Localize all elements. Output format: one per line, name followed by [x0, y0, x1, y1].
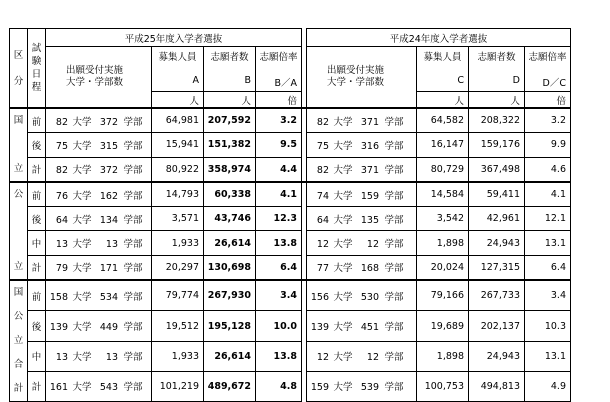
bairitsu-cell: 3.2 [525, 108, 571, 133]
header-year-h24: 平成24年度入学者選抜 [307, 29, 571, 47]
table-row [10, 207, 571, 231]
bairitsu-cell: 4.1 [525, 182, 571, 207]
shigan-cell: 127,315 [469, 255, 525, 280]
bairitsu-cell: 9.9 [525, 133, 571, 157]
shigan-cell: 195,128 [204, 311, 256, 341]
bairitsu-cell: 12.3 [256, 207, 302, 231]
header-bairitsu-h25: 志願倍率 B／A [256, 47, 302, 92]
shigan-cell: 202,137 [469, 311, 525, 341]
institutions-cell: 79 大学 171 学部 [46, 255, 152, 280]
schedule-label: 前 [28, 280, 46, 311]
boshu-cell: 14,584 [417, 182, 469, 207]
shigan-cell: 208,322 [469, 108, 525, 133]
institutions-cell: 158 大学 534 学部 [46, 280, 152, 311]
unit-bairitsu-h24: 倍 [525, 92, 571, 109]
table-row [10, 157, 571, 182]
boshu-cell: 1,933 [152, 231, 204, 255]
boshu-cell: 64,981 [152, 108, 204, 133]
shigan-cell: 42,961 [469, 207, 525, 231]
header-institutions-h24: 出願受付実施 大学・学部数 [307, 47, 417, 109]
shigan-cell: 24,943 [469, 231, 525, 255]
bairitsu-cell: 6.4 [256, 255, 302, 280]
shigan-cell: 358,974 [204, 157, 256, 182]
shigan-cell: 159,176 [469, 133, 525, 157]
bairitsu-cell: 10.0 [256, 311, 302, 341]
institutions-cell: 74 大学 159 学部 [307, 182, 417, 207]
bairitsu-cell: 3.2 [256, 108, 302, 133]
category-label: 国 公 立 合 計 [10, 280, 28, 402]
bairitsu-cell: 13.8 [256, 231, 302, 255]
header-shigan-h25: 志願者数 B [204, 47, 256, 92]
unit-shigan-h24: 人 [469, 92, 525, 109]
shigan-cell: 26,614 [204, 231, 256, 255]
boshu-cell: 14,793 [152, 182, 204, 207]
bairitsu-cell: 4.6 [525, 157, 571, 182]
institutions-cell: 139 大学 451 学部 [307, 311, 417, 341]
bairitsu-cell: 9.5 [256, 133, 302, 157]
bairitsu-cell: 10.3 [525, 311, 571, 341]
shigan-cell: 207,592 [204, 108, 256, 133]
institutions-cell: 82 大学 372 学部 [46, 157, 152, 182]
bairitsu-cell: 13.1 [525, 341, 571, 371]
table-row [10, 371, 571, 401]
schedule-label: 計 [28, 255, 46, 280]
boshu-cell: 79,166 [417, 280, 469, 311]
table-row [10, 311, 571, 341]
schedule-label: 後 [28, 207, 46, 231]
institutions-cell: 12 大学 12 学部 [307, 341, 417, 371]
header-bairitsu-h24: 志願倍率 D／C [525, 47, 571, 92]
schedule-label: 計 [28, 371, 46, 401]
institutions-cell: 159 大学 539 学部 [307, 371, 417, 401]
boshu-cell: 3,542 [417, 207, 469, 231]
shigan-cell: 130,698 [204, 255, 256, 280]
boshu-cell: 16,147 [417, 133, 469, 157]
boshu-cell: 1,898 [417, 231, 469, 255]
table-row [10, 255, 571, 280]
table-row [10, 182, 571, 207]
shigan-cell: 151,382 [204, 133, 256, 157]
shigan-cell: 43,746 [204, 207, 256, 231]
table-row [10, 341, 571, 371]
boshu-cell: 80,729 [417, 157, 469, 182]
category-label: 公 立 [10, 182, 28, 280]
bairitsu-cell: 3.4 [525, 280, 571, 311]
header-shiken-nittei: 試 験 日 程 [28, 29, 46, 109]
schedule-label: 中 [28, 341, 46, 371]
header-boshu-h24: 募集人員 C [417, 47, 469, 92]
schedule-label: 計 [28, 157, 46, 182]
boshu-cell: 20,024 [417, 255, 469, 280]
shigan-cell: 494,813 [469, 371, 525, 401]
unit-boshu-h24: 人 [417, 92, 469, 109]
shigan-cell: 59,411 [469, 182, 525, 207]
bairitsu-cell: 4.9 [525, 371, 571, 401]
shigan-cell: 489,672 [204, 371, 256, 401]
institutions-cell: 75 大学 315 学部 [46, 133, 152, 157]
institutions-cell: 75 大学 316 学部 [307, 133, 417, 157]
header-institutions-h25: 出願受付実施 大学・学部数 [46, 47, 152, 109]
boshu-cell: 1,898 [417, 341, 469, 371]
shigan-cell: 24,943 [469, 341, 525, 371]
table-row [10, 108, 571, 133]
bairitsu-cell: 4.4 [256, 157, 302, 182]
institutions-cell: 77 大学 168 学部 [307, 255, 417, 280]
unit-bairitsu-h25: 倍 [256, 92, 302, 109]
bairitsu-cell: 3.4 [256, 280, 302, 311]
institutions-cell: 13 大学 13 学部 [46, 231, 152, 255]
boshu-cell: 15,941 [152, 133, 204, 157]
boshu-cell: 64,582 [417, 108, 469, 133]
institutions-cell: 64 大学 134 学部 [46, 207, 152, 231]
header-year-h25: 平成25年度入学者選抜 [46, 29, 302, 47]
institutions-cell: 139 大学 449 学部 [46, 311, 152, 341]
shigan-cell: 267,733 [469, 280, 525, 311]
category-label: 国 立 [10, 108, 28, 182]
bairitsu-cell: 6.4 [525, 255, 571, 280]
institutions-cell: 82 大学 371 学部 [307, 108, 417, 133]
boshu-cell: 100,753 [417, 371, 469, 401]
boshu-cell: 79,774 [152, 280, 204, 311]
boshu-cell: 3,571 [152, 207, 204, 231]
admissions-statistics-table [9, 28, 571, 402]
table-row [10, 231, 571, 255]
shigan-cell: 367,498 [469, 157, 525, 182]
institutions-cell: 156 大学 530 学部 [307, 280, 417, 311]
boshu-cell: 80,922 [152, 157, 204, 182]
schedule-label: 中 [28, 231, 46, 255]
schedule-label: 前 [28, 108, 46, 133]
unit-shigan-h25: 人 [204, 92, 256, 109]
bairitsu-cell: 12.1 [525, 207, 571, 231]
header-boshu-h25: 募集人員 A [152, 47, 204, 92]
boshu-cell: 101,219 [152, 371, 204, 401]
shigan-cell: 267,930 [204, 280, 256, 311]
bairitsu-cell: 13.1 [525, 231, 571, 255]
shigan-cell: 26,614 [204, 341, 256, 371]
boshu-cell: 19,512 [152, 311, 204, 341]
institutions-cell: 64 大学 135 学部 [307, 207, 417, 231]
institutions-cell: 161 大学 543 学部 [46, 371, 152, 401]
institutions-cell: 82 大学 371 学部 [307, 157, 417, 182]
institutions-cell: 82 大学 372 学部 [46, 108, 152, 133]
boshu-cell: 19,689 [417, 311, 469, 341]
table-row [10, 280, 571, 311]
institutions-cell: 12 大学 12 学部 [307, 231, 417, 255]
schedule-label: 後 [28, 311, 46, 341]
boshu-cell: 20,297 [152, 255, 204, 280]
schedule-label: 前 [28, 182, 46, 207]
unit-boshu-h25: 人 [152, 92, 204, 109]
table-row [10, 133, 571, 157]
institutions-cell: 13 大学 13 学部 [46, 341, 152, 371]
institutions-cell: 76 大学 162 学部 [46, 182, 152, 207]
header-shigan-h24: 志願者数 D [469, 47, 525, 92]
bairitsu-cell: 4.8 [256, 371, 302, 401]
header-kubun: 区 分 [10, 29, 28, 109]
boshu-cell: 1,933 [152, 341, 204, 371]
schedule-label: 後 [28, 133, 46, 157]
bairitsu-cell: 13.8 [256, 341, 302, 371]
shigan-cell: 60,338 [204, 182, 256, 207]
bairitsu-cell: 4.1 [256, 182, 302, 207]
